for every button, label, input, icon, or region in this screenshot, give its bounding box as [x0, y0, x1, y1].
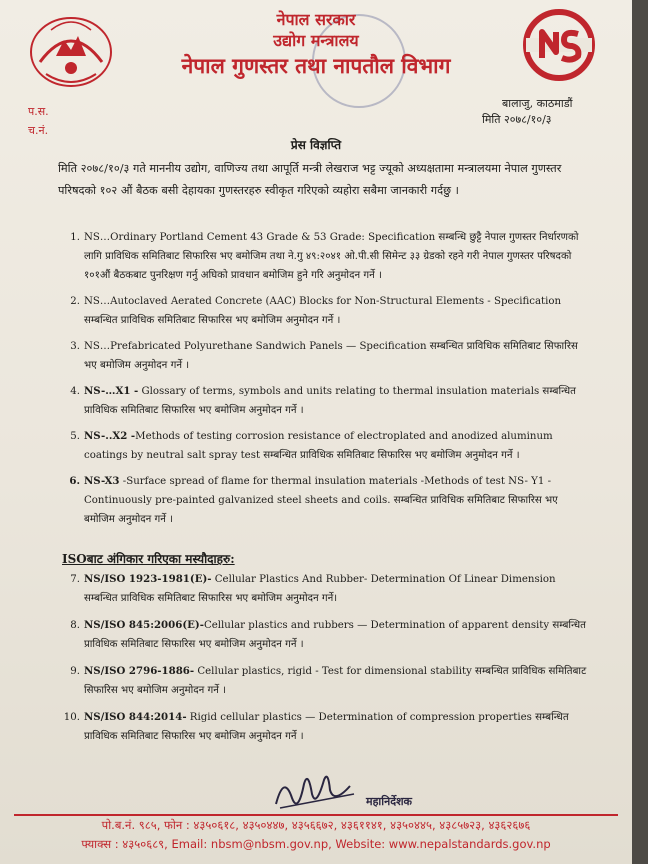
iso-heading: ISOबाट अंगिकार गरिएका मस्यौदाहरु: — [62, 552, 235, 566]
list-item: 1. NS…Ordinary Portland Cement 43 Grade & 53 Grade: Specification सम्बन्धि छुट्टै नेपाल गुणस्तर निर्धारणको लागि प्राविधिक समितिबाट सिफारिस भए बमोजिम तथा ने.गु ४९:२०४१ ओ.पी.सी सिमेन्ट ३३ ग्रेडको रहने गरी नेपाल गुणस्तर परिषदको १०१औं बैठकबाट पुनरिक्षण गर्नु अघिको प्रावधान बमोजिम हुने गरि अनुमोदन गर्ने । — [70, 232, 579, 281]
address: बालाजु, काठमाडौं — [502, 97, 573, 110]
header-ministry: उद्योग मन्त्रालय — [273, 31, 359, 50]
footer-divider — [14, 814, 618, 816]
list-item: 5. NS-..X2 -Methods of testing corrosion resistance of electroplated and anodized aluminum coatings by neutral salt spray test सम्बन्धित प्राविधिक समितिबाट सिफारिस भए बमोजिम अनुमोदन गर्ने । — [70, 430, 553, 461]
footer-contact: पो.ब.नं. ९८५, फोन : ४३५०६१८, ४३५०४४७, ४३५६६७२, ४३६११४१, ४३५०४४५, ४३८५७२३, ४३६२६७६ — [101, 818, 531, 832]
list-item: 6. NS-X3 -Surface spread of flame for thermal insulation materials -Methods of test NS- Y1 - Continuously pre-painted galvanized steel sheets and coils. सम्बन्धित प्राविधिक समितिबाट सिफारिस भए बमोजिम अनुमोदन गर्ने । — [69, 475, 558, 525]
footer-web: फ्याक्स : ४३५०६८९, Email: nbsm@nbsm.gov.np, Website: www.nepalstandards.gov.np — [81, 837, 551, 851]
header-government: नेपाल सरकार — [276, 10, 356, 29]
list-item: 9. NS/ISO 2796-1886- Cellular plastics, rigid - Test for dimensional stability सम्बन्धित प्राविधिक समितिबाट सिफारिस भए बमोजिम अनुमोदन गर्ने । — [70, 665, 587, 696]
iso-standards-list — [58, 570, 588, 754]
list-item: 10. NS/ISO 844:2014- Rigid cellular plastics — Determination of compression properties सम्बन्धित प्राविधिक समितिबाट सिफारिस भए बमोजिम अनुमोदन गर्ने । — [63, 711, 569, 742]
document-title: प्रेस विज्ञप्ति — [290, 138, 342, 152]
ref-label: प.स. — [28, 105, 49, 118]
letter-date: मिति २०७८/१०/३ — [482, 113, 552, 126]
ns-logo-icon — [522, 8, 596, 82]
signature-icon — [270, 764, 358, 816]
dispatch-label: च.नं. — [28, 124, 49, 137]
list-item: 2. NS…Autoclaved Aerated Concrete (AAC) Blocks for Non-Structural Elements - Specification सम्बन्धित प्राविधिक समितिबाट सिफारिस भए बमोजिम अनुमोदन गर्ने । — [70, 296, 562, 326]
list-item: 7. NS/ISO 1923-1981(E)- Cellular Plastics And Rubber- Determination Of Linear Dimension सम्बन्धित प्राविधिक समितिबाट सिफारिस भए बमोजिम अनुमोदन गर्ने। — [70, 573, 556, 604]
list-item: 4. NS-…X1 - Glossary of terms, symbols and units relating to thermal insulation materials सम्बन्धित प्राविधिक समितिबाट सिफारिस भए बमोजिम अनुमोदन गर्ने । — [70, 385, 576, 416]
intro-paragraph: मिति २०७८/१०/३ गते माननीय उद्योग, वाणिज्य तथा आपूर्ति मन्त्री लेखराज भट्ट ज्यूको अध्यक्षतामा मन्त्रालयमा नेपाल गुणस्तर परिषदको १०२ औं बैठक बसी देहायका गुणस्तरहरु स्वीकृत गरिएको व्यहोरा सबैमा जानकारी गर्दछु । — [58, 162, 562, 197]
list-item: 3. NS…Prefabricated Polyurethane Sandwich Panels — Specification सम्बन्धित प्राविधिक समितिबाट सिफारिस भए बमोजिम अनुमोदन गर्ने । — [70, 341, 578, 371]
standards-list — [58, 228, 588, 536]
list-item: 8. NS/ISO 845:2006(E)-Cellular plastics and rubbers — Determination of apparent density सम्बन्धित प्राविधिक समितिबाट सिफारिस भए बमोजिम अनुमोदन गर्ने । — [70, 619, 586, 650]
header-department: नेपाल गुणस्तर तथा नापतौल विभाग — [181, 54, 451, 78]
signatory-title: महानिर्देशक — [366, 795, 412, 808]
